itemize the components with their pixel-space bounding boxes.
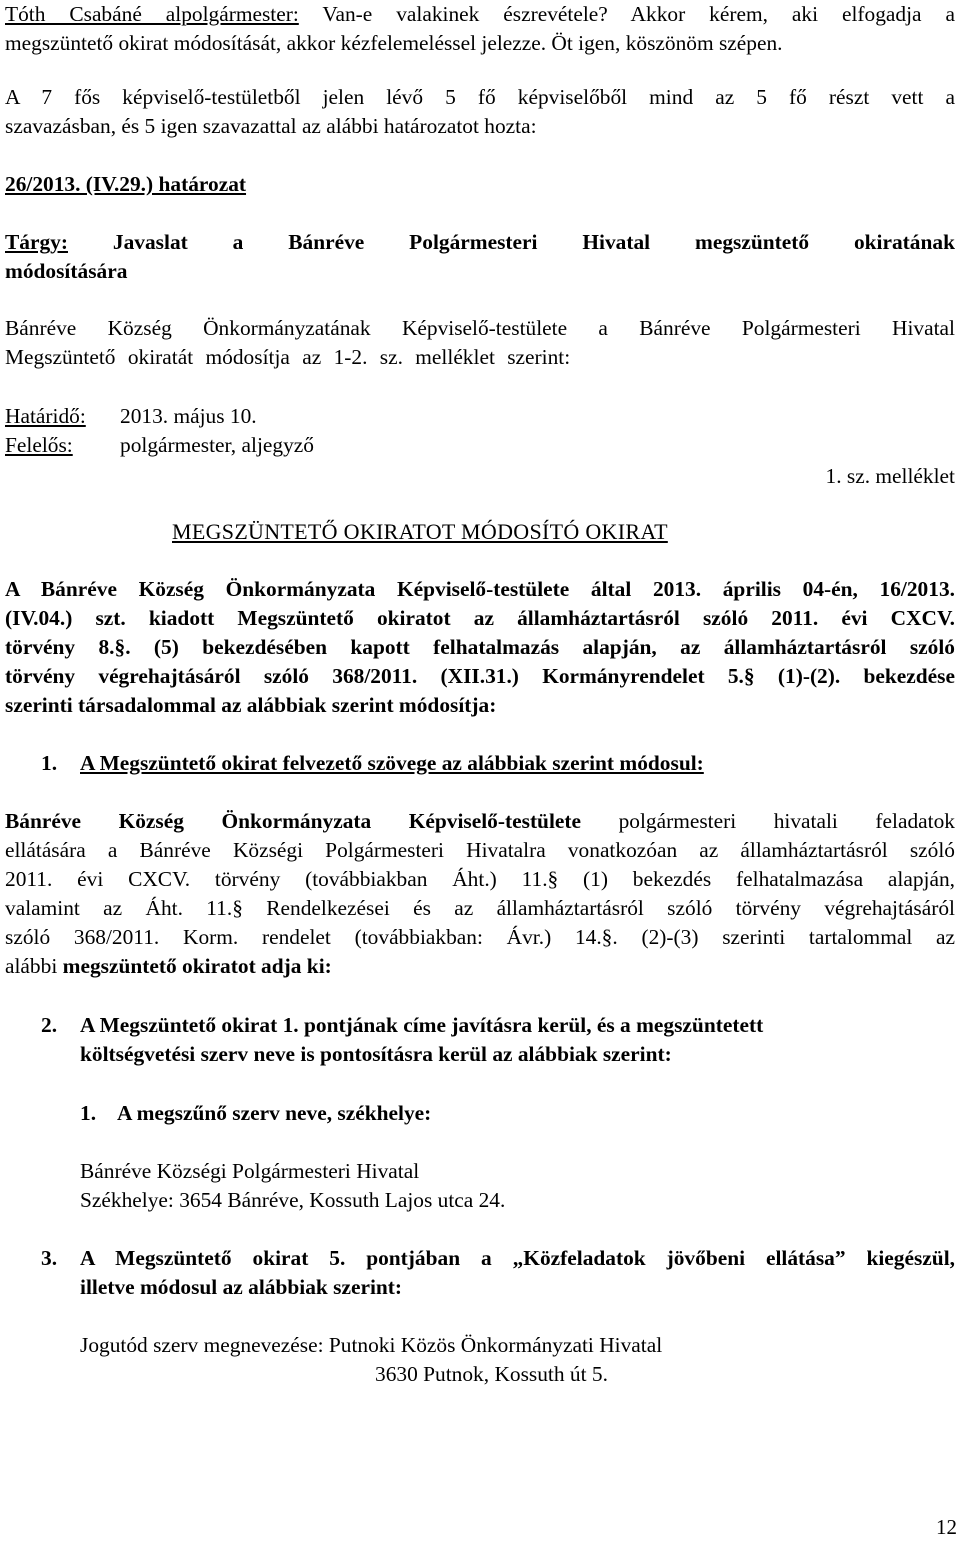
preamble-line-4: törvény végrehajtásáról szóló 368/2011. (XII.31.) Kormányrendelet 5.§ (1)-(2). bekezdése	[5, 664, 955, 688]
item-3-number: 3.	[41, 1246, 58, 1270]
preamble-line-5: szerinti társadalommal az alábbiak szerint módosítja:	[5, 693, 497, 717]
org-name: Bánréve Községi Polgármesteri Hivatal	[80, 1159, 420, 1183]
item-3-line-1: A Megszüntető okirat 5. pontjában a „Közfeladatok jövőbeni ellátása” kiegészül,	[80, 1246, 955, 1270]
item-2-number: 2.	[41, 1013, 58, 1037]
annex-label: 1. sz. melléklet	[825, 464, 955, 488]
vote-line-2: szavazásban, és 5 igen szavazattal az alábbi határozatot hozta:	[5, 114, 537, 138]
responsible-row	[5, 431, 955, 460]
item-2-sub-heading: A megszűnő szerv neve, székhelye:	[117, 1101, 432, 1125]
org-seat: Székhelye: 3654 Bánréve, Kossuth Lajos utca 24.	[80, 1188, 506, 1212]
responsible-label: Felelős:	[5, 433, 73, 457]
item-1-line-6-bold: megszüntető okiratot adja ki:	[62, 954, 332, 978]
item-2-line-1: A Megszüntető okirat 1. pontjának címe javításra kerül, és a megszüntetett	[80, 1013, 764, 1037]
resolution-number: 26/2013. (IV.29.) határozat	[5, 172, 247, 196]
intro-line-2: megszüntető okirat módosítását, akkor kézfelemeléssel jelezze. Öt igen, köszönöm szépen.	[5, 31, 783, 55]
deadline-row	[5, 402, 955, 431]
item-1-line-6-start: alábbi	[5, 954, 58, 978]
successor-address: 3630 Putnok, Kossuth út 5.	[375, 1362, 608, 1386]
item-1-line-6	[5, 952, 955, 981]
intro-line-1	[5, 0, 955, 29]
subject-label: Tárgy:	[5, 230, 68, 254]
item-1-line-1-rest: polgármesteri hivatali feladatok	[618, 809, 955, 833]
speaker-name: Tóth Csabáné alpolgármester:	[5, 2, 299, 26]
item-1-line-3: 2011. évi CXCV. törvény (továbbiakban Áht.) 11.§ (1) bekezdés felhatalmazása alapján,	[5, 867, 955, 891]
successor-name: Jogutód szerv megnevezése: Putnoki Közös Önkormányzati Hivatal	[80, 1333, 663, 1357]
deadline-value: 2013. május 10.	[120, 404, 257, 428]
item-1-heading: A Megszüntető okirat felvezető szövege az alábbiak szerint módosul:	[80, 751, 704, 775]
responsible-value: polgármester, aljegyző	[120, 433, 314, 457]
deadline-label: Határidő:	[5, 404, 86, 428]
vote-line-1: A 7 fős képviselő-testületből jelen lévő 5 fő képviselőből mind az 5 fő részt vett a	[5, 85, 955, 109]
document-page	[5, 0, 955, 1537]
subject-text: Javaslat a Bánréve Polgármesteri Hivatal megszüntető okiratának	[112, 230, 955, 254]
preamble-line-3: törvény 8.§. (5) bekezdésében kapott felhatalmazás alapján, az államháztartásról szóló	[5, 635, 955, 659]
annex-title-text: MEGSZÜNTETŐ OKIRATOT MÓDOSÍTÓ OKIRAT	[172, 519, 668, 544]
resolution-body-line-1: Bánréve Község Önkormányzatának Képviselő-testülete a Bánréve Polgármesteri Hivatal	[5, 316, 955, 340]
item-1-line-1	[5, 807, 955, 836]
item-1-bold-start: Bánréve Község Önkormányzata Képviselő-testülete	[5, 809, 582, 833]
annex-title	[172, 517, 872, 546]
item-2-sub-number: 1.	[80, 1101, 97, 1125]
page-number: 12	[936, 1515, 957, 1539]
subject-line-2: módosítására	[5, 259, 128, 283]
item-1-line-2: ellátására a Bánréve Községi Polgármesteri Hivatalra vonatkozóan az államháztartásról szóló	[5, 838, 955, 862]
item-1-line-4: valamint az Áht. 11.§ Rendelkezései és az államháztartásról szóló törvény végrehajtásáról	[5, 896, 955, 920]
preamble-line-2: (IV.04.) szt. kiadott Megszüntető okiratot az államháztartásról szóló 2011. évi CXCV.	[5, 606, 955, 630]
speaker-text: Van-e valakinek észrevétele? Akkor kérem, aki elfogadja a	[322, 2, 955, 26]
resolution-body-line-2: Megszüntető okiratát módosítja az 1-2. sz. melléklet szerint:	[5, 345, 571, 369]
preamble-line-1: A Bánréve Község Önkormányzata Képviselő-testülete által 2013. április 04-én, 16/2013.	[5, 577, 955, 601]
item-1-number: 1.	[41, 751, 58, 775]
item-2-line-2: költségvetési szerv neve is pontosításra kerül az alábbiak szerint:	[80, 1042, 672, 1066]
subject-line-1	[5, 228, 955, 257]
item-1-line-5: szóló 368/2011. Korm. rendelet (továbbiakban: Ávr.) 14.§. (2)-(3) szerinti tartalommal az	[5, 925, 955, 949]
item-3-line-2: illetve módosul az alábbiak szerint:	[80, 1275, 403, 1299]
